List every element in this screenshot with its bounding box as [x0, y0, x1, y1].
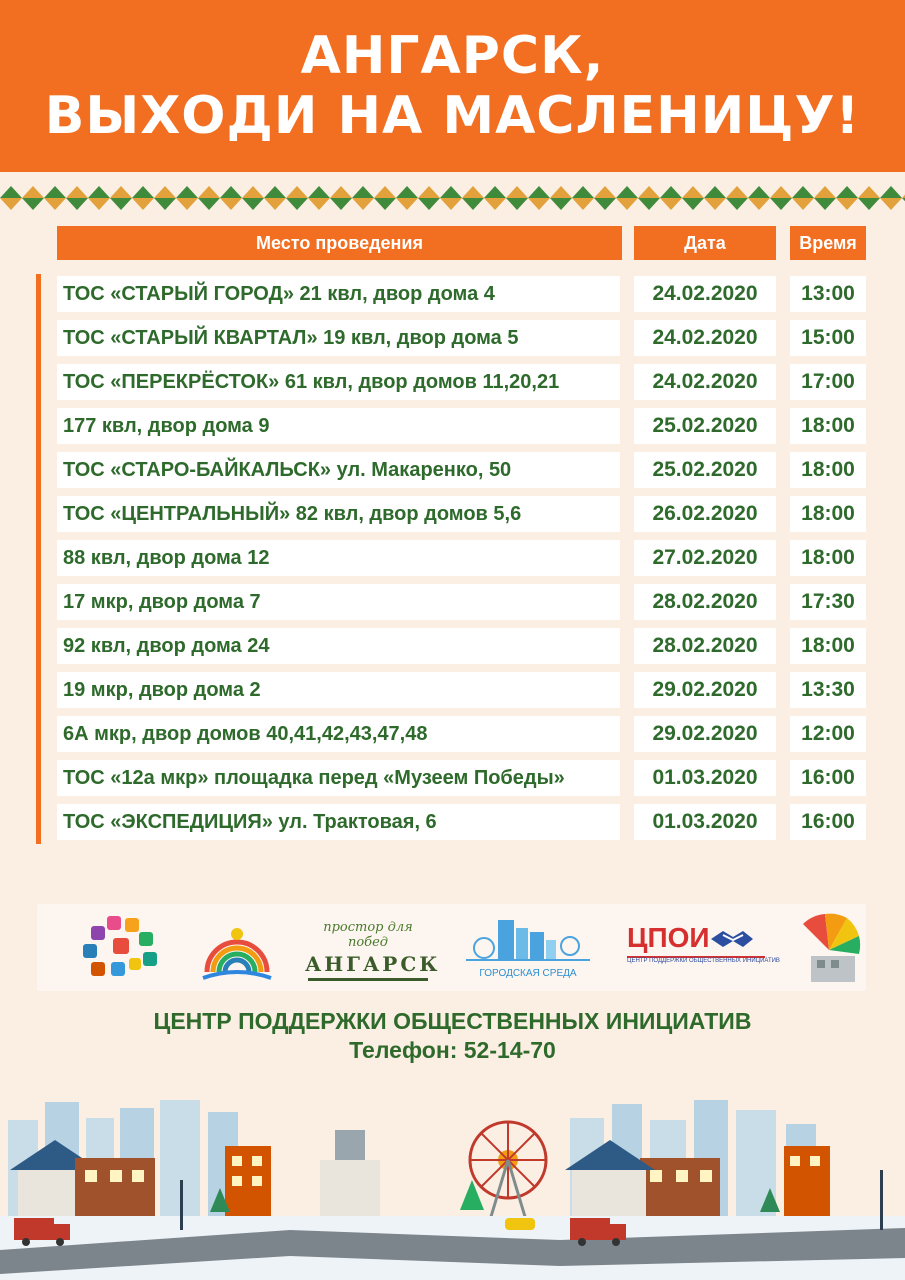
- header-banner: [0, 0, 905, 172]
- column-header-time: Время: [790, 226, 866, 260]
- row-time: 18:00: [790, 540, 866, 576]
- gorodskaya-sreda-label: ГОРОДСКАЯ СРЕДА: [479, 968, 577, 979]
- row-time: 18:00: [790, 628, 866, 664]
- column-header-date: Дата: [634, 226, 776, 260]
- row-place: 19 мкр, двор дома 2: [57, 672, 620, 708]
- sports-logo-icon: [77, 912, 167, 984]
- ornament-strip: [0, 180, 905, 216]
- table-row: [0, 628, 905, 664]
- row-date: 25.02.2020: [634, 452, 776, 488]
- fan-logo-icon: [795, 910, 863, 986]
- tspoi-logo: [627, 912, 780, 984]
- row-date: 26.02.2020: [634, 496, 776, 532]
- row-time: 18:00: [790, 452, 866, 488]
- table-row: [0, 320, 905, 356]
- row-place: ТОС «СТАРО-БАЙКАЛЬСК» ул. Макаренко, 50: [57, 452, 620, 488]
- row-date: 01.03.2020: [634, 804, 776, 840]
- title-line-1: АНГАРСК,: [300, 26, 605, 86]
- table-row: [0, 760, 905, 796]
- rainbow-logo-icon: [199, 912, 275, 984]
- row-date: 28.02.2020: [634, 628, 776, 664]
- tspoi-logo-subtitle: ЦЕНТР ПОДДЕРЖКИ ОБЩЕСТВЕННЫХ ИНИЦИАТИВ: [627, 958, 780, 964]
- row-place: 88 квл, двор дома 12: [57, 540, 620, 576]
- row-date: 27.02.2020: [634, 540, 776, 576]
- row-place: 92 квл, двор дома 24: [57, 628, 620, 664]
- table-row: [0, 364, 905, 400]
- row-place: ТОС «ЭКСПЕДИЦИЯ» ул. Трактовая, 6: [57, 804, 620, 840]
- row-place: ТОС «СТАРЫЙ ГОРОД» 21 квл, двор дома 4: [57, 276, 620, 312]
- table-row: [0, 276, 905, 312]
- row-time: 15:00: [790, 320, 866, 356]
- column-header-place: Место проведения: [57, 226, 622, 260]
- organization-name: ЦЕНТР ПОДДЕРЖКИ ОБЩЕСТВЕННЫХ ИНИЦИАТИВ: [153, 1008, 752, 1034]
- table-row: [0, 408, 905, 444]
- row-date: 29.02.2020: [634, 716, 776, 752]
- row-date: 01.03.2020: [634, 760, 776, 796]
- row-place: ТОС «12а мкр» площадка перед «Музеем Победы»: [57, 760, 620, 796]
- angarsk-logo-name: АНГАРСК: [305, 952, 441, 976]
- row-date: 24.02.2020: [634, 320, 776, 356]
- row-date: 29.02.2020: [634, 672, 776, 708]
- table-row: [0, 716, 905, 752]
- table-row: [0, 496, 905, 532]
- title-line-2: ВЫХОДИ НА МАСЛЕНИЦУ!: [44, 86, 861, 146]
- table-row: [0, 672, 905, 708]
- row-place: 177 квл, двор дома 9: [57, 408, 620, 444]
- row-place: 6А мкр, двор домов 40,41,42,43,47,48: [57, 716, 620, 752]
- city-skyline-icon: [462, 912, 594, 964]
- winter-city-illustration: [0, 1090, 905, 1280]
- row-place: ТОС «СТАРЫЙ КВАРТАЛ» 19 квл, двор дома 5: [57, 320, 620, 356]
- table-row: [0, 452, 905, 488]
- table-row: [0, 540, 905, 576]
- row-time: 13:30: [790, 672, 866, 708]
- row-time: 16:00: [790, 760, 866, 796]
- row-date: 24.02.2020: [634, 276, 776, 312]
- row-time: 13:00: [790, 276, 866, 312]
- gorodskaya-sreda-logo: [462, 912, 594, 984]
- angarsk-logo: [305, 912, 441, 984]
- row-place: 17 мкр, двор дома 7: [57, 584, 620, 620]
- tspoi-logo-name: ЦПОИ: [627, 922, 710, 953]
- row-time: 12:00: [790, 716, 866, 752]
- row-time: 17:30: [790, 584, 866, 620]
- row-time: 16:00: [790, 804, 866, 840]
- row-date: 24.02.2020: [634, 364, 776, 400]
- handshake-icon: [709, 925, 755, 951]
- angarsk-logo-tagline: простор для побед: [323, 920, 413, 950]
- row-place: ТОС «ПЕРЕКРЁСТОК» 61 квл, двор домов 11,20,21: [57, 364, 620, 400]
- partner-logos: [37, 904, 866, 991]
- organization-phone: Телефон: 52-14-70: [349, 1037, 556, 1063]
- row-date: 28.02.2020: [634, 584, 776, 620]
- row-time: 18:00: [790, 496, 866, 532]
- row-place: ТОС «ЦЕНТРАЛЬНЫЙ» 82 квл, двор домов 5,6: [57, 496, 620, 532]
- row-date: 25.02.2020: [634, 408, 776, 444]
- row-time: 18:00: [790, 408, 866, 444]
- table-row: [0, 804, 905, 840]
- row-time: 17:00: [790, 364, 866, 400]
- table-row: [0, 584, 905, 620]
